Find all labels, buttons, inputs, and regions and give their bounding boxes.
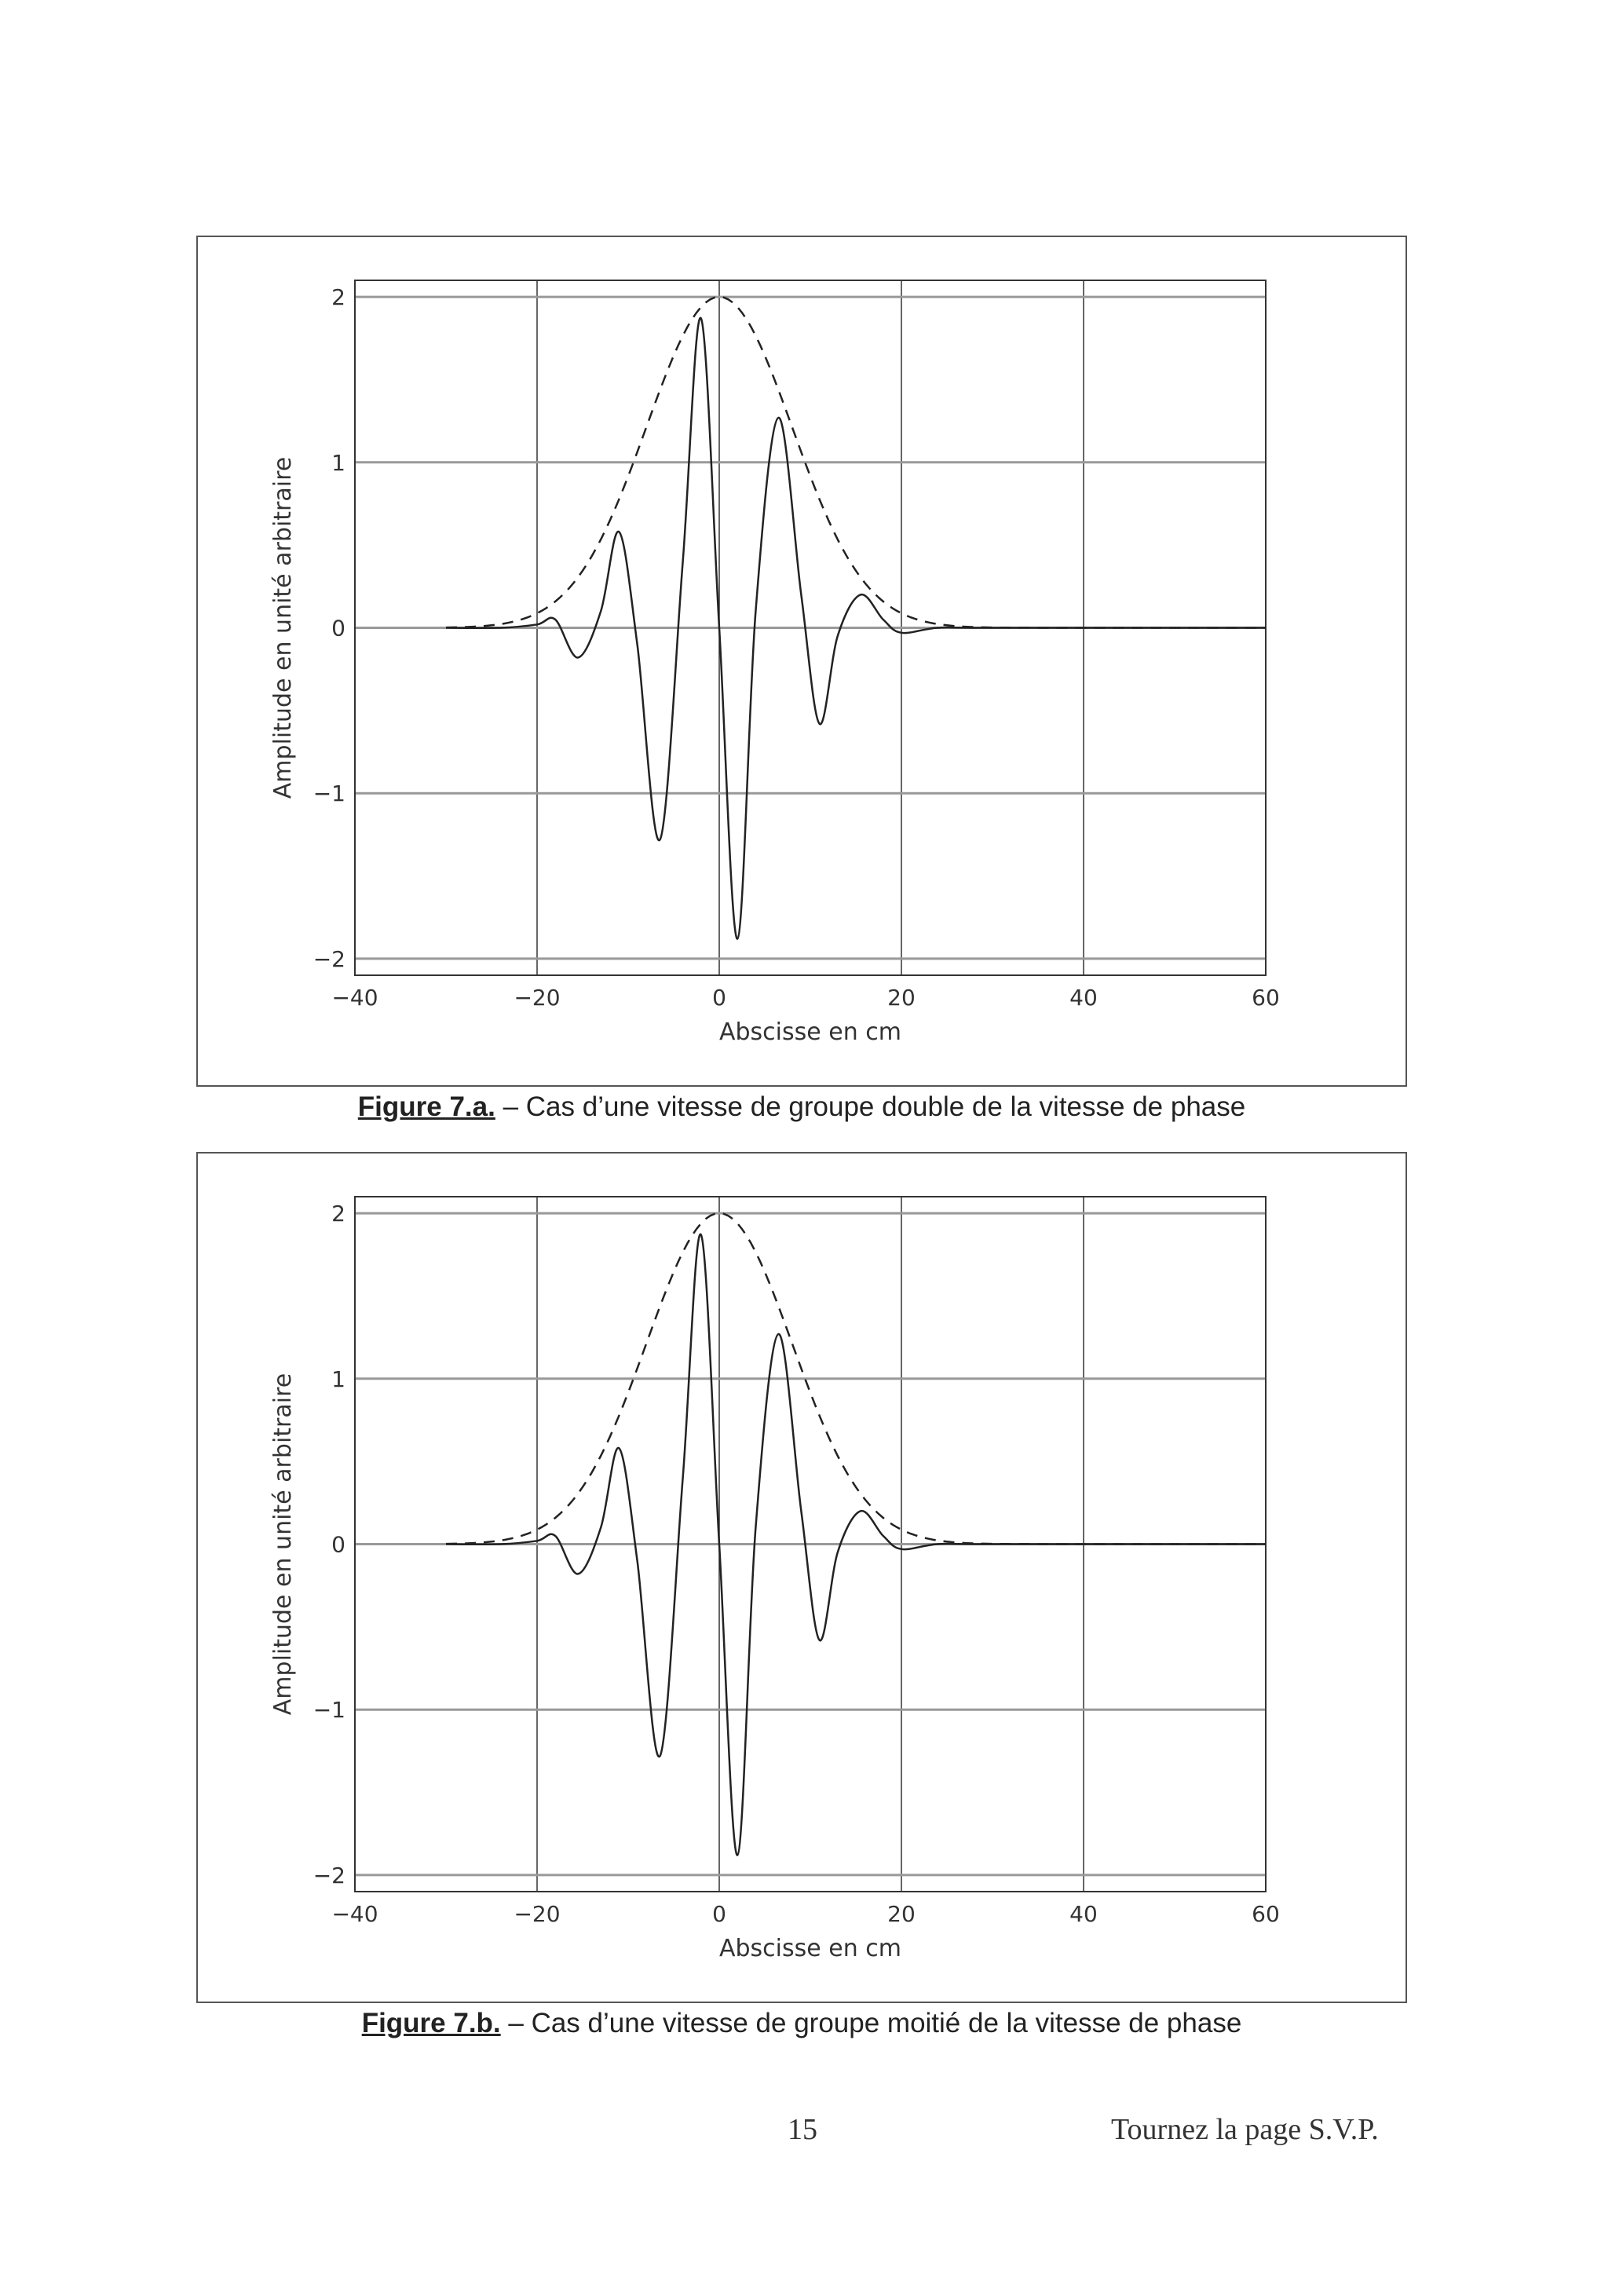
chart-b-y-axis-title: Amplitude en unité arbitraire (269, 1373, 297, 1716)
chart-b-ytick-label: −1 (313, 1697, 345, 1724)
figure-7a-panel (196, 236, 1407, 1087)
chart-b-xtick-label: 0 (712, 1901, 726, 1927)
page-number: 15 (788, 2113, 817, 2146)
figure-7a-chart (198, 237, 1409, 1088)
chart-a-ytick-label: 1 (331, 449, 345, 476)
figure-7b-caption (196, 2008, 1407, 2039)
chart-a-y-axis-title: Amplitude en unité arbitraire (269, 456, 297, 799)
chart-a-ytick-label: 0 (331, 615, 345, 642)
chart-a-xtick-label: 20 (887, 985, 916, 1011)
chart-a-xtick-label: −20 (514, 985, 561, 1011)
figure-7b-panel (196, 1152, 1407, 2003)
chart-b-ytick-label: 0 (331, 1531, 345, 1558)
chart-b-xtick-label: 20 (887, 1901, 916, 1927)
chart-b-ytick-label: −2 (313, 1862, 345, 1888)
figure-7b-chart (198, 1153, 1409, 2005)
chart-a-xtick-label: 40 (1069, 985, 1098, 1011)
figure-7a-caption (196, 1091, 1407, 1123)
chart-b-ytick-label: 1 (331, 1366, 345, 1392)
figure-7a-caption-text: – Cas d’une vitesse de groupe double de la vitesse de phase (495, 1091, 1246, 1122)
turn-page-note: Tournez la page S.V.P. (1111, 2113, 1379, 2146)
chart-b-xtick-label: 60 (1252, 1901, 1280, 1927)
chart-b-ytick-label: 2 (331, 1201, 345, 1227)
chart-a-x-axis-title: Abscisse en cm (718, 1018, 902, 1046)
chart-a-ytick-label: 2 (331, 284, 345, 311)
chart-a-xtick-label: −40 (331, 985, 378, 1011)
figure-7b-label: Figure 7.b. (361, 2008, 501, 2038)
chart-a-ytick-label: −2 (313, 945, 345, 972)
chart-b-xtick-label: 40 (1069, 1901, 1098, 1927)
chart-a-xtick-label: 0 (712, 985, 726, 1011)
chart-a-ytick-label: −1 (313, 781, 345, 807)
chart-b-xtick-label: −20 (514, 1901, 561, 1927)
chart-b-xtick-label: −40 (331, 1901, 378, 1927)
figure-7a-label: Figure 7.a. (357, 1091, 495, 1122)
chart-a-xtick-label: 60 (1252, 985, 1280, 1011)
figure-7b-caption-text: – Cas d’une vitesse de groupe moitié de la vitesse de phase (500, 2008, 1242, 2038)
chart-b-x-axis-title: Abscisse en cm (718, 1935, 902, 1962)
